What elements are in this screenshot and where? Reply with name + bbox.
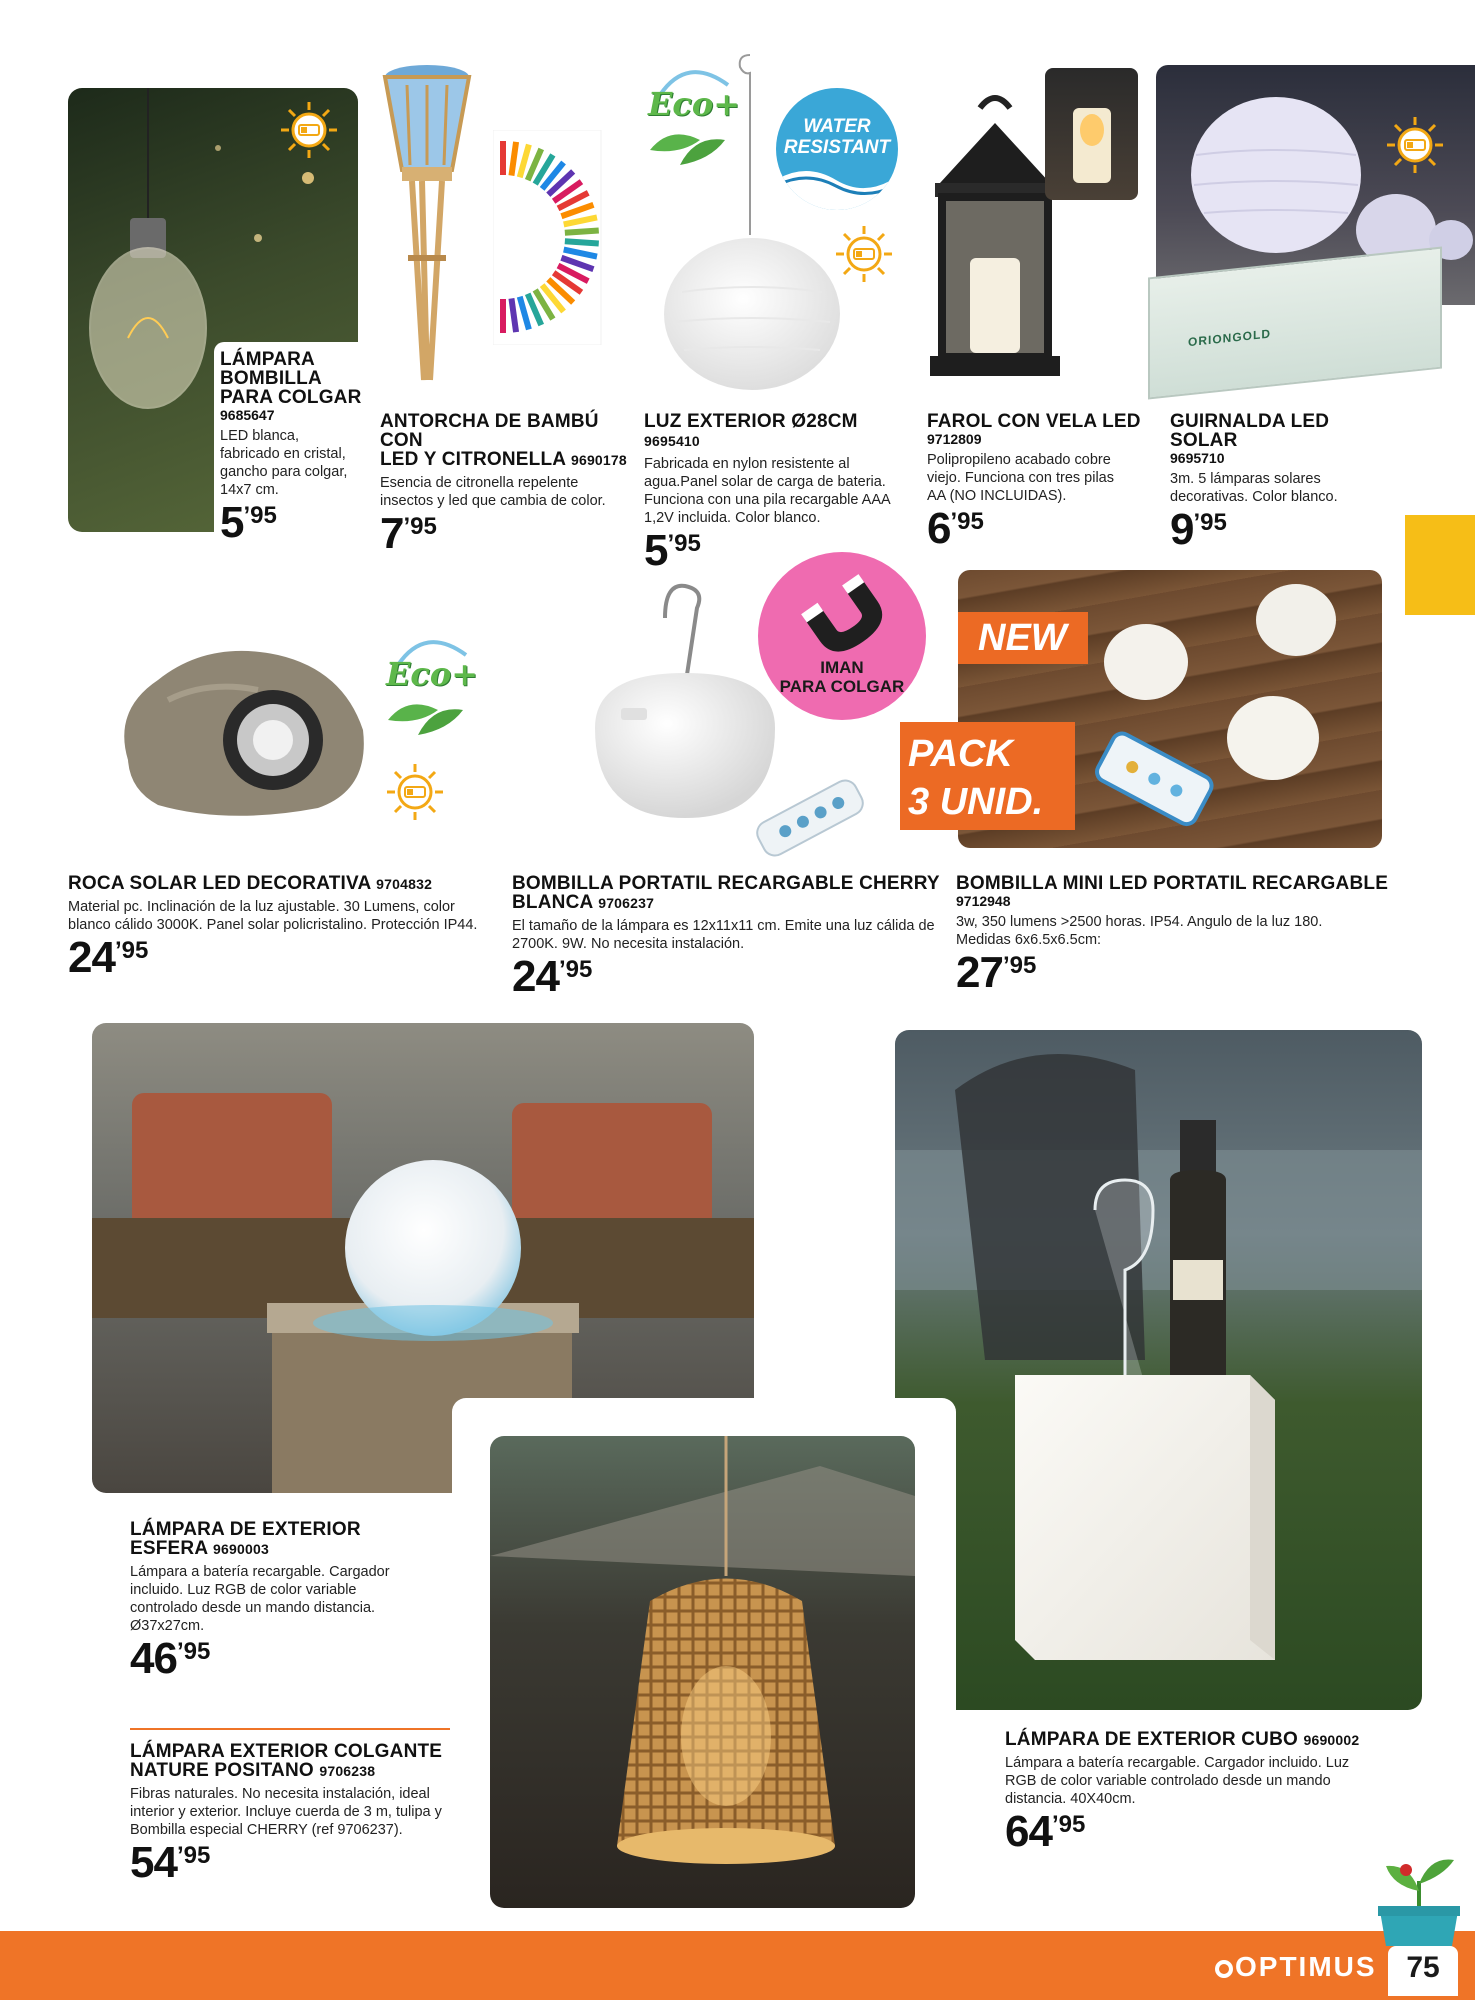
solar-icon [277, 98, 341, 162]
product-title: LÁMPARA DE EXTERIOR CUBO 9690002 [1005, 1729, 1360, 1750]
brand-logo-ring-icon [1215, 1960, 1233, 1978]
product-title: LÁMPARA DE EXTERIOR ESFERA 9690003 [130, 1519, 361, 1559]
product-price: 27’95 [956, 948, 1037, 997]
product-title: FAROL CON VELA LED [927, 411, 1141, 432]
eco-badge: Eco+ [378, 625, 473, 745]
brand-logo: OPTIMUS [1215, 1951, 1377, 1983]
plant-pot-icon [1378, 1856, 1460, 1946]
product-ref: 9695410 [644, 433, 700, 449]
product-card-cube-lamp [1005, 1730, 1385, 1854]
bamboo-torch-image [372, 55, 482, 385]
candle-lantern-detail-photo [1045, 68, 1138, 200]
new-tag: NEW [958, 612, 1088, 664]
product-price: 5’95 [220, 498, 277, 547]
hanging-hook-image [730, 45, 770, 235]
product-title: BOMBILLA MINI LED PORTATIL RECARGABLE [956, 873, 1389, 894]
cube-lamp-photo [895, 1030, 1422, 1710]
product-price: 24’95 [68, 933, 149, 982]
product-price: 54’95 [130, 1838, 211, 1887]
magnet-icon [788, 568, 898, 658]
product-ref: 9712809 [927, 431, 982, 447]
product-price: 9’95 [1170, 505, 1227, 554]
product-ref: 9690003 [213, 1541, 269, 1557]
product-card-solar-garland [1170, 412, 1400, 552]
product-card-candle-lantern [927, 412, 1157, 551]
product-description: 3w, 350 lumens >2500 horas. IP54. Angulo de la luz 180. Medidas 6x6.5x6.5cm: [956, 914, 1323, 948]
product-price: 64’95 [1005, 1807, 1086, 1856]
product-title: LÁMPARA EXTERIOR COLGANTE NATURE POSITANO 9706238 [130, 1741, 443, 1781]
product-description: 3m. 5 lámparas solares decorativas. Color blanco. [1170, 471, 1338, 505]
solar-rock-image [108, 640, 370, 820]
product-title: LÁMPARA BOMBILLA PARA COLGAR [220, 349, 362, 408]
section-tab [1405, 515, 1475, 615]
product-title: BOMBILLA PORTATIL RECARGABLE CHERRY BLANCA 9706237 [512, 873, 940, 913]
product-card-mini-led [956, 874, 1396, 995]
product-ref: 9690002 [1303, 1732, 1360, 1748]
product-price: 46’95 [130, 1634, 211, 1683]
pack-3-units-tag: PACK 3 UNID. [900, 722, 1075, 830]
product-ref: 9706238 [319, 1763, 376, 1779]
product-ref: 9706237 [598, 895, 655, 911]
product-card-bamboo-torch [380, 412, 640, 556]
product-price: 5’95 [644, 526, 701, 575]
product-card-outdoor-light [644, 412, 904, 573]
product-description: Lámpara a batería recargable. Cargador incluido. Luz RGB de color variable controlado desde un mando distancia. Ø37x27cm. [130, 1564, 390, 1634]
divider-line [130, 1728, 450, 1730]
remote-control-image [750, 770, 870, 866]
solar-icon [383, 760, 447, 824]
product-ref: 9712948 [956, 893, 1011, 909]
product-ref: 9695710 [1170, 450, 1225, 466]
product-title: LUZ EXTERIOR Ø28CM 9695410 [644, 411, 858, 449]
rainbow-segment [565, 241, 599, 243]
color-changing-led-graphic [493, 130, 603, 345]
product-ref: 9704832 [376, 876, 433, 892]
product-card-cherry-bulb [512, 874, 952, 999]
product-description: Polipropileno acabado cobre viejo. Funciona con tres pilas AA (NO INCLUIDAS). [927, 452, 1114, 504]
product-description: Fibras naturales. No necesita instalación, ideal interior y exterior. Incluye cuerda de 3 m, tulipa y Bombilla especial CHERRY (ref 9706237). [130, 1786, 442, 1838]
product-description: Lámpara a batería recargable. Cargador incluido. Luz RGB de color variable controlado desde un mando distancia. 40X40cm. [1005, 1755, 1350, 1807]
rattan-lamp-photo [490, 1436, 915, 1908]
magnet-badge: IMAN PARA COLGAR [758, 552, 926, 720]
eco-badge: Eco+ [640, 55, 735, 175]
product-description: El tamaño de la lámpara es 12x11x11 cm. Emite una luz cálida de 2700K. 9W. No necesita instalación. [512, 918, 935, 952]
product-price: 7’95 [380, 509, 437, 558]
garland-packaging-box: ORIONGOLD [1148, 247, 1442, 400]
product-card-solar-rock [68, 874, 508, 980]
product-title: GUIRNALDA LED SOLAR [1170, 411, 1330, 451]
product-description: Esencia de citronella repelente insectos y led que cambia de color. [380, 475, 606, 509]
product-description: LED blanca, fabricado en cristal, gancho para colgar, 14x7 cm. [220, 428, 348, 498]
product-card-sphere-lamp [130, 1520, 450, 1681]
water-resistant-badge: WATER RESISTANT [776, 88, 898, 210]
product-card-hanging-bulb [214, 342, 386, 545]
product-ref: 9690178 [570, 452, 627, 468]
product-price: 24’95 [512, 952, 593, 1001]
product-ref: 9685647 [220, 407, 275, 423]
product-title: ANTORCHA DE BAMBÚ CON LED Y CITRONELLA 9690178 [380, 411, 627, 470]
rainbow-segment [565, 230, 599, 232]
product-description: Fabricada en nylon resistente al agua.Panel solar de carga de bateria. Funciona con una pila recargable AAA 1,2V incluida. Color blanco. [644, 456, 891, 526]
product-title: ROCA SOLAR LED DECORATIVA 9704832 [68, 873, 433, 894]
product-description: Material pc. Inclinación de la luz ajustable. 30 Lumens, color blanco cálido 3000K. Panel solar policristalino. Protección IP44. [68, 899, 478, 933]
product-card-hanging-nature-lamp [130, 1742, 470, 1885]
paper-lantern-image [662, 232, 842, 392]
product-price: 6’95 [927, 504, 984, 553]
page-footer [0, 1931, 1475, 2000]
page-number: 75 [1388, 1946, 1458, 1996]
solar-icon [1383, 113, 1447, 177]
